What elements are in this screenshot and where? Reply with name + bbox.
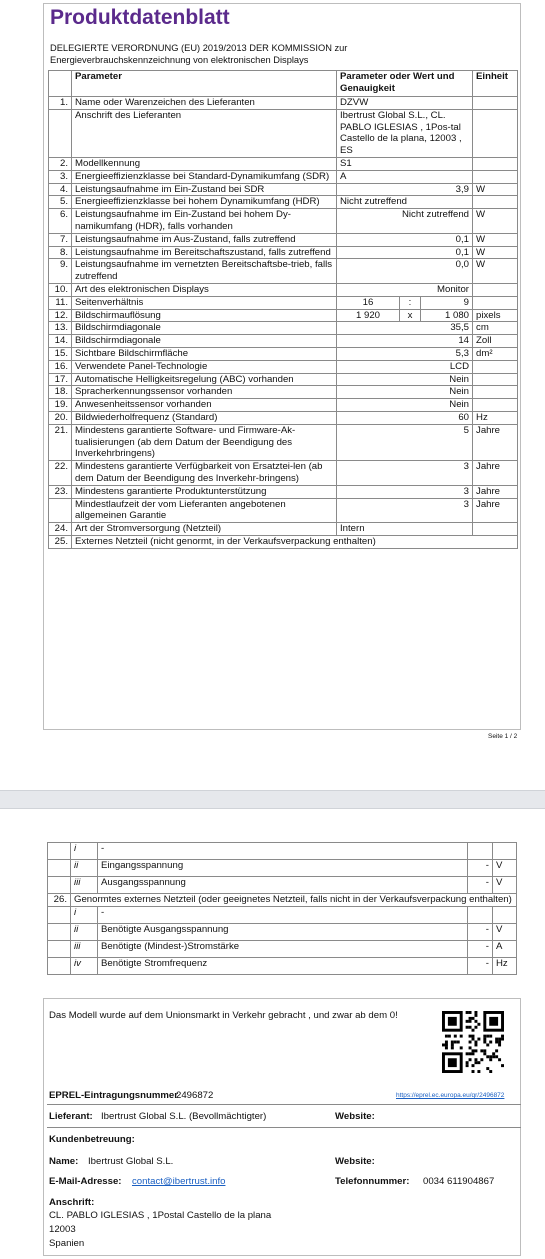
table-cell: iv (71, 957, 98, 974)
table-cell: 16. (49, 360, 72, 373)
table-cell (49, 498, 72, 523)
table-cell: 0,1 (337, 246, 473, 259)
table-row (49, 347, 518, 360)
table-cell: Sichtbare Bildschirmfläche (72, 347, 337, 360)
table-cell: DZVW (337, 97, 473, 110)
document-title: Produktdatenblatt (50, 6, 230, 29)
table-cell: 25. (49, 535, 72, 548)
table-cell: Parameter oder Wert und Genauigkeit (337, 71, 473, 97)
page-separator-bar (0, 790, 545, 809)
table-cell: Leistungsaufnahme im Bereitschaftszustand, falls zutreffend (72, 246, 337, 259)
table-row (49, 109, 518, 157)
table-cell: Nein (337, 373, 473, 386)
table-row (48, 957, 517, 974)
table-cell (48, 957, 71, 974)
table-cell: i (71, 843, 98, 860)
table-cell (468, 906, 493, 923)
qr-code-icon (442, 1011, 504, 1073)
table-cell: Bildwiederholfrequenz (Standard) (72, 411, 337, 424)
table-cell (48, 843, 71, 860)
table-cell: Einheit (473, 71, 518, 97)
table-cell (48, 906, 71, 923)
table-cell: Art des elektronischen Displays (72, 283, 337, 296)
table-cell (49, 71, 72, 97)
table-row (48, 923, 517, 940)
spec-table (48, 70, 518, 549)
table-cell: - (468, 877, 493, 894)
table-row (48, 877, 517, 894)
table-cell: 9. (49, 259, 72, 284)
table-cell: 20. (49, 411, 72, 424)
table-cell: Hz (493, 957, 517, 974)
table-row (49, 246, 518, 259)
table-cell: Bildschirmdiagonale (72, 335, 337, 348)
table-cell (48, 877, 71, 894)
service-name-label: Name: (49, 1156, 79, 1167)
eprel-number: 2496872 (176, 1090, 214, 1101)
table-cell: Leistungsaufnahme im Ein-Zustand bei SDR (72, 183, 337, 196)
table-cell: Energieeffizienzklasse bei Standard-Dynamikumfang (SDR) (72, 170, 337, 183)
table-cell: Monitor (337, 283, 473, 296)
table-cell: Spracherkennungssensor vorhanden (72, 386, 337, 399)
table-cell: 0,1 (337, 233, 473, 246)
table-cell: Leistungsaufnahme im Aus-Zustand, falls zutreffend (72, 233, 337, 246)
table-cell (473, 399, 518, 412)
table-cell: Genormtes externes Netzteil (oder geeignetes Netzteil, falls nicht in der Verkaufsverpackung enthalten) (71, 894, 517, 907)
table-cell: V (493, 877, 517, 894)
table-cell: 4. (49, 183, 72, 196)
table-cell: Nicht zutreffend (337, 209, 473, 234)
table-cell (468, 843, 493, 860)
datasheet-page-2 (43, 830, 521, 990)
table-cell: Jahre (473, 485, 518, 498)
table-cell: x (400, 309, 421, 322)
table-cell: Bildschirmdiagonale (72, 322, 337, 335)
table-cell: i (71, 906, 98, 923)
table-cell: 5 (337, 424, 473, 460)
table-cell: 2. (49, 157, 72, 170)
table-cell: W (473, 246, 518, 259)
eprel-label: EPREL-Eintragungsnummer (49, 1090, 178, 1101)
table-cell: 12. (49, 309, 72, 322)
table-cell: iii (71, 877, 98, 894)
spec-table-continued (47, 842, 517, 975)
table-cell (473, 523, 518, 536)
table-cell: - (98, 843, 468, 860)
table-cell: - (468, 860, 493, 877)
table-row (48, 860, 517, 877)
supplier-website-label: Website: (335, 1111, 375, 1122)
supplier-value: Ibertrust Global S.L. (Bevollmächtigter) (101, 1111, 267, 1122)
table-cell: 3. (49, 170, 72, 183)
table-cell: Jahre (473, 498, 518, 523)
table-cell: Mindestlaufzeit der vom Lieferanten angebotenen allgemeinen Garantie (72, 498, 337, 523)
market-date-text: Das Modell wurde auf dem Unionsmarkt in Verkehr gebracht , und zwar ab dem 0! (49, 1010, 398, 1021)
table-cell: - (468, 940, 493, 957)
phone-label: Telefonnummer: (335, 1176, 410, 1187)
table-cell: Anwesenheitssensor vorhanden (72, 399, 337, 412)
divider (47, 1104, 521, 1105)
table-cell: 22. (49, 461, 72, 486)
table-row (48, 894, 517, 907)
table-cell: 8. (49, 246, 72, 259)
table-row (49, 309, 518, 322)
address-label: Anschrift: (49, 1197, 95, 1208)
table-row (49, 523, 518, 536)
table-cell (473, 97, 518, 110)
table-cell: 19. (49, 399, 72, 412)
email-label: E-Mail-Adresse: (49, 1176, 122, 1187)
table-cell: Ibertrust Global S.L., CL. PABLO IGLESIAS , 1Pos-tal Castello de la plana, 12003 , ES (337, 109, 473, 157)
table-cell: Bildschirmauflösung (72, 309, 337, 322)
table-cell: W (473, 233, 518, 246)
table-row (49, 183, 518, 196)
table-cell: W (473, 209, 518, 234)
table-cell: Benötigte Ausgangsspannung (98, 923, 468, 940)
datasheet-page-1 (43, 3, 521, 730)
table-row (49, 424, 518, 460)
table-cell (473, 196, 518, 209)
table-cell: 6. (49, 209, 72, 234)
supplier-label: Lieferant: (49, 1111, 93, 1122)
table-cell: 18. (49, 386, 72, 399)
table-cell (48, 860, 71, 877)
table-row (49, 170, 518, 183)
table-row (49, 373, 518, 386)
table-cell: 24. (49, 523, 72, 536)
table-cell: Anschrift des Lieferanten (72, 109, 337, 157)
table-cell: Intern (337, 523, 473, 536)
table-cell: 16 (337, 296, 400, 309)
table-cell: - (468, 957, 493, 974)
table-cell: 7. (49, 233, 72, 246)
regulation-subtitle: DELEGIERTE VERORDNUNG (EU) 2019/2013 DER KOMMISSION zur Energieverbrauchskennzeichnung von elektronischen Displays (50, 43, 348, 65)
table-cell: Parameter (72, 71, 337, 97)
table-cell: Leistungsaufnahme im Ein-Zustand bei hohem Dy-namikumfang (HDR), falls vorhanden (72, 209, 337, 234)
table-cell: 1 080 (421, 309, 473, 322)
table-cell (49, 109, 72, 157)
eprel-link[interactable]: https://eprel.ec.europa.eu/qr/2496872 (396, 1092, 505, 1099)
table-row (49, 399, 518, 412)
table-cell: 23. (49, 485, 72, 498)
table-cell: 11. (49, 296, 72, 309)
table-cell: 13. (49, 322, 72, 335)
table-cell: 3 (337, 498, 473, 523)
table-cell: 1. (49, 97, 72, 110)
table-cell: Verwendete Panel-Technologie (72, 360, 337, 373)
table-cell: 17. (49, 373, 72, 386)
table-row (49, 296, 518, 309)
table-cell: pixels (473, 309, 518, 322)
table-cell: Externes Netzteil (nicht genormt, in der Verkaufsverpackung enthalten) (72, 535, 518, 548)
table-row (49, 335, 518, 348)
table-row (49, 259, 518, 284)
table-cell: Name oder Warenzeichen des Lieferanten (72, 97, 337, 110)
table-cell (473, 157, 518, 170)
table-cell: A (337, 170, 473, 183)
service-website-label: Website: (335, 1156, 375, 1167)
table-cell: 60 (337, 411, 473, 424)
table-row (49, 97, 518, 110)
table-row (48, 940, 517, 957)
table-cell: 3,9 (337, 183, 473, 196)
table-cell: : (400, 296, 421, 309)
email-link[interactable]: contact@ibertrust.info (132, 1176, 226, 1187)
table-cell: A (493, 940, 517, 957)
table-cell: Nein (337, 386, 473, 399)
table-cell: Benötigte Stromfrequenz (98, 957, 468, 974)
service-name: Ibertrust Global S.L. (88, 1156, 174, 1167)
table-cell: 14. (49, 335, 72, 348)
table-cell: Mindestens garantierte Produktunterstützung (72, 485, 337, 498)
table-row (49, 360, 518, 373)
customer-service-heading: Kundenbetreuung: (49, 1134, 135, 1145)
table-row (48, 906, 517, 923)
table-row (49, 485, 518, 498)
table-cell: Benötigte (Mindest-)Stromstärke (98, 940, 468, 957)
table-cell: 35,5 (337, 322, 473, 335)
table-cell: 14 (337, 335, 473, 348)
table-cell: Zoll (473, 335, 518, 348)
table-cell: W (473, 183, 518, 196)
table-cell: LCD (337, 360, 473, 373)
table-cell: iii (71, 940, 98, 957)
table-cell: Ausgangsspannung (98, 877, 468, 894)
table-cell: 3 (337, 485, 473, 498)
table-cell: 9 (421, 296, 473, 309)
table-row (49, 209, 518, 234)
table-cell: Nein (337, 399, 473, 412)
table-cell (493, 843, 517, 860)
table-cell (473, 373, 518, 386)
table-cell: ii (71, 923, 98, 940)
table-cell: W (473, 259, 518, 284)
table-cell (48, 923, 71, 940)
table-cell (473, 109, 518, 157)
table-cell: Automatische Helligkeitsregelung (ABC) vorhanden (72, 373, 337, 386)
table-cell: Mindestens garantierte Software- und Firmware-Ak-tualisierungen (ab dem Datum der Beendigung des Inverkehrbringens) (72, 424, 337, 460)
table-cell: 1 920 (337, 309, 400, 322)
table-row (49, 386, 518, 399)
table-cell: 5,3 (337, 347, 473, 360)
table-row (49, 233, 518, 246)
table-cell: Mindestens garantierte Verfügbarkeit von Ersatztei-len (ab dem Datum der Beendigung des Inverkehr-bringens) (72, 461, 337, 486)
table-row (49, 411, 518, 424)
table-cell: 21. (49, 424, 72, 460)
table-cell: - (468, 923, 493, 940)
table-cell: Jahre (473, 461, 518, 486)
address-line: CL. PABLO IGLESIAS , 1Postal Castello de la plana (49, 1210, 272, 1221)
table-cell: V (493, 860, 517, 877)
table-cell: - (98, 906, 468, 923)
address-line: 12003 (49, 1224, 76, 1235)
table-row (49, 498, 518, 523)
table-cell (473, 360, 518, 373)
table-cell: ii (71, 860, 98, 877)
table-cell: Jahre (473, 424, 518, 460)
table-row (48, 843, 517, 860)
table-cell (493, 906, 517, 923)
table-row (49, 196, 518, 209)
table-row (49, 535, 518, 548)
table-cell: Modellkennung (72, 157, 337, 170)
table-cell (473, 386, 518, 399)
phone-value: 0034 611904867 (423, 1176, 495, 1187)
table-cell (473, 283, 518, 296)
table-cell: Leistungsaufnahme im vernetzten Bereitschaftsbe-trieb, falls zutreffend (72, 259, 337, 284)
table-cell: 0,0 (337, 259, 473, 284)
page-number: Seite 1 / 2 (488, 733, 518, 740)
table-row (49, 322, 518, 335)
table-cell: Nicht zutreffend (337, 196, 473, 209)
table-cell: 3 (337, 461, 473, 486)
address-line: Spanien (49, 1238, 85, 1249)
table-cell: 10. (49, 283, 72, 296)
table-cell: Eingangsspannung (98, 860, 468, 877)
table-cell: dm² (473, 347, 518, 360)
table-cell (48, 940, 71, 957)
table-cell: Hz (473, 411, 518, 424)
table-cell: 26. (48, 894, 71, 907)
divider (47, 1127, 521, 1128)
table-cell: Seitenverhältnis (72, 296, 337, 309)
table-cell: cm (473, 322, 518, 335)
table-row (49, 461, 518, 486)
table-cell (473, 170, 518, 183)
table-cell (473, 296, 518, 309)
table-cell: 5. (49, 196, 72, 209)
table-row (49, 157, 518, 170)
table-cell: Art der Stromversorgung (Netzteil) (72, 523, 337, 536)
table-cell: Energieeffizienzklasse bei hohem Dynamikumfang (HDR) (72, 196, 337, 209)
table-cell: V (493, 923, 517, 940)
table-cell: S1 (337, 157, 473, 170)
table-header-row (49, 71, 518, 97)
table-row (49, 283, 518, 296)
table-cell: 15. (49, 347, 72, 360)
